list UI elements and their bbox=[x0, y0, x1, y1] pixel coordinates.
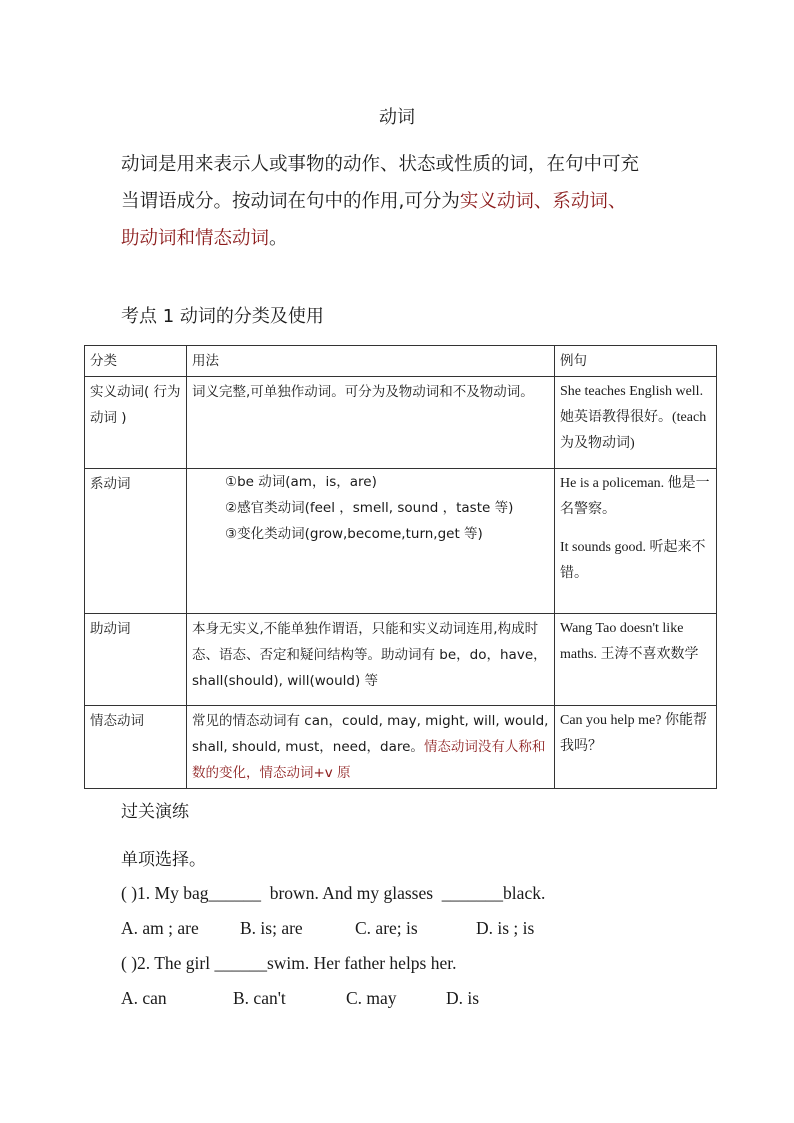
question-stem: ( )1. My bag______ brown. And my glasses _______black. bbox=[121, 883, 546, 903]
row-category: 系动词 bbox=[85, 469, 187, 614]
option: D. is bbox=[446, 988, 480, 1008]
usage-highlight: 情态动词没有人称和数的变化，情态动词+v 原 bbox=[192, 739, 546, 781]
intro-highlight-1: 实义动词、系动词、 bbox=[459, 191, 627, 212]
option: A. am ; are bbox=[121, 918, 199, 938]
option: B. can't bbox=[233, 988, 286, 1008]
option: C. are; is bbox=[355, 918, 418, 938]
intro-highlight-2: 助动词和情态动词 bbox=[121, 228, 270, 249]
example-sentence: It sounds good. 听起来不错。 bbox=[560, 540, 706, 581]
table-row bbox=[85, 614, 717, 706]
row-example: Wang Tao doesn't like maths. 王涛不喜欢数学 bbox=[555, 614, 717, 706]
option: D. is ; is bbox=[476, 918, 535, 938]
example-sentence: He is a policeman. 他是一名警察。 bbox=[560, 476, 710, 517]
usage-text: 常见的情态动词有 can，could, may, might, will, would, shall, should, must，need，dare。 bbox=[192, 713, 549, 755]
usage-item: ③变化类动词(grow,become,turn,get 等) bbox=[225, 526, 483, 542]
option: B. is; are bbox=[240, 918, 303, 938]
option: C. may bbox=[346, 988, 397, 1008]
table-row bbox=[85, 377, 717, 469]
intro-line-3-end: 。 bbox=[269, 228, 288, 249]
verb-classification-table bbox=[84, 345, 717, 789]
question-stem: ( )2. The girl ______swim. Her father helps her. bbox=[121, 953, 457, 973]
usage-item: ①be 动词(am，is，are) bbox=[225, 474, 377, 490]
row-usage: 本身无实义,不能单独作谓语，只能和实义动词连用,构成时态、语态、否定和疑问结构等。助动词有 be，do，have，shall(should), will(would) 等 bbox=[187, 614, 555, 706]
usage-item: ②感官类动词(feel ，smell, sound ，taste 等) bbox=[225, 500, 514, 516]
header-usage: 用法 bbox=[187, 346, 555, 377]
table-row bbox=[85, 469, 717, 614]
practice-heading: 过关演练 bbox=[121, 802, 189, 822]
table-header-row bbox=[85, 346, 717, 377]
row-category: 助动词 bbox=[85, 614, 187, 706]
header-category: 分类 bbox=[85, 346, 187, 377]
row-category: 情态动词 bbox=[85, 706, 187, 789]
row-usage bbox=[187, 706, 555, 789]
row-example bbox=[555, 469, 717, 614]
row-category: 实义动词( 行为动词 ) bbox=[85, 377, 187, 469]
intro-line-2 bbox=[121, 183, 691, 220]
row-example: She teaches English well. 她英语教得很好。(teach 为及物动词) bbox=[555, 377, 717, 469]
intro-line-1: 动词是用来表示人或事物的动作、状态或性质的词，在句中可充 bbox=[121, 154, 640, 175]
table-row bbox=[85, 706, 717, 789]
header-example: 例句 bbox=[555, 346, 717, 377]
option: A. can bbox=[121, 988, 167, 1008]
intro-line-3 bbox=[121, 220, 691, 257]
practice-subheading: 单项选择。 bbox=[121, 850, 206, 870]
row-usage: 词义完整,可单独作动词。可分为及物动词和不及物动词。 bbox=[187, 377, 555, 469]
row-example: Can you help me? 你能帮我吗？ bbox=[555, 706, 717, 789]
section-title: 考点 1 动词的分类及使用 bbox=[121, 306, 324, 327]
row-usage bbox=[187, 469, 555, 614]
intro-paragraph bbox=[121, 146, 691, 257]
intro-line-2-text: 当谓语成分。按动词在句中的作用,可分为 bbox=[121, 191, 460, 212]
page-title: 动词 bbox=[379, 107, 415, 128]
